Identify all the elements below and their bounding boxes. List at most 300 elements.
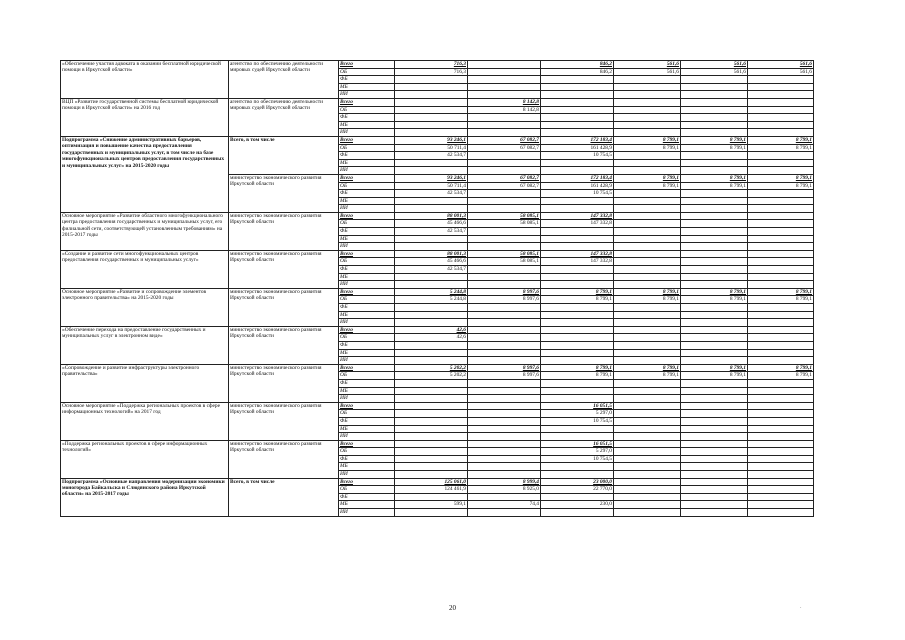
amount-cell: 67 082,7 bbox=[468, 174, 541, 182]
amount-cell bbox=[541, 425, 614, 433]
amount-cell bbox=[614, 357, 681, 365]
funding-source-cell: Всего bbox=[339, 478, 395, 486]
amount-cell bbox=[541, 387, 614, 395]
amount-cell: 125 061,0 bbox=[395, 478, 468, 486]
amount-cell bbox=[468, 205, 541, 213]
amount-cell bbox=[395, 471, 468, 479]
funding-source-cell: МБ bbox=[339, 159, 395, 167]
amount-cell bbox=[614, 440, 681, 448]
amount-cell bbox=[748, 121, 814, 129]
table-row bbox=[61, 402, 814, 410]
amount-cell bbox=[681, 250, 748, 258]
amount-cell bbox=[614, 159, 681, 167]
funding-source-cell: ИИ bbox=[339, 509, 395, 517]
amount-cell bbox=[395, 159, 468, 167]
amount-cell bbox=[681, 266, 748, 274]
amount-cell bbox=[614, 197, 681, 205]
amount-cell bbox=[541, 334, 614, 342]
amount-cell: 74,4 bbox=[468, 501, 541, 509]
amount-cell bbox=[541, 319, 614, 327]
amount-cell: 599,1 bbox=[395, 501, 468, 509]
amount-cell bbox=[614, 425, 681, 433]
amount-cell bbox=[681, 106, 748, 114]
amount-cell: 10 754,5 bbox=[541, 152, 614, 160]
amount-cell: 147 332,8 bbox=[541, 212, 614, 220]
amount-cell: 23 000,0 bbox=[541, 478, 614, 486]
amount-cell bbox=[541, 205, 614, 213]
executor-cell: министерство экономического развития Иркутской области bbox=[229, 250, 339, 288]
table-row bbox=[61, 212, 814, 220]
amount-cell: 8 799,1 bbox=[748, 136, 814, 144]
amount-cell bbox=[468, 76, 541, 84]
amount-cell: 716,3 bbox=[395, 61, 468, 69]
amount-cell bbox=[468, 83, 541, 91]
amount-cell bbox=[614, 395, 681, 403]
funding-source-cell: ОБ bbox=[339, 334, 395, 342]
amount-cell bbox=[748, 311, 814, 319]
amount-cell bbox=[614, 410, 681, 418]
amount-cell bbox=[468, 68, 541, 76]
amount-cell: 10 754,5 bbox=[541, 455, 614, 463]
amount-cell bbox=[681, 417, 748, 425]
funding-source-cell: ИИ bbox=[339, 281, 395, 289]
program-name-cell: Основное мероприятие «Развитие и сопровождение элементов электронного правительства» на 2015-2020 годы bbox=[61, 288, 229, 326]
amount-cell bbox=[748, 114, 814, 122]
amount-cell bbox=[748, 91, 814, 99]
amount-cell bbox=[395, 509, 468, 517]
amount-cell: 67 082,7 bbox=[468, 182, 541, 190]
amount-cell bbox=[541, 91, 614, 99]
amount-cell bbox=[614, 220, 681, 228]
amount-cell bbox=[468, 402, 541, 410]
amount-cell bbox=[681, 334, 748, 342]
funding-source-cell: ОБ bbox=[339, 144, 395, 152]
amount-cell: 88 001,3 bbox=[395, 212, 468, 220]
amount-cell: 58 085,1 bbox=[468, 220, 541, 228]
amount-cell bbox=[614, 212, 681, 220]
amount-cell bbox=[395, 493, 468, 501]
amount-cell: 561,6 bbox=[748, 61, 814, 69]
funding-source-cell: ОБ bbox=[339, 182, 395, 190]
amount-cell: 8 799,1 bbox=[614, 136, 681, 144]
funding-source-cell: Всего bbox=[339, 212, 395, 220]
amount-cell bbox=[614, 341, 681, 349]
amount-cell bbox=[395, 417, 468, 425]
amount-cell: 8 799,1 bbox=[614, 144, 681, 152]
funding-source-cell: МБ bbox=[339, 387, 395, 395]
amount-cell bbox=[468, 319, 541, 327]
funding-source-cell: Всего bbox=[339, 98, 395, 106]
funding-source-cell: ИИ bbox=[339, 129, 395, 137]
amount-cell bbox=[541, 463, 614, 471]
amount-cell bbox=[541, 243, 614, 251]
amount-cell bbox=[748, 98, 814, 106]
funding-source-cell: ФБ bbox=[339, 190, 395, 198]
amount-cell: 147 332,8 bbox=[541, 220, 614, 228]
amount-cell bbox=[748, 258, 814, 266]
funding-source-cell: ОБ bbox=[339, 372, 395, 380]
amount-cell bbox=[541, 98, 614, 106]
amount-cell: 8 799,1 bbox=[681, 144, 748, 152]
amount-cell bbox=[614, 402, 681, 410]
funding-source-cell: МБ bbox=[339, 273, 395, 281]
amount-cell: 8 799,1 bbox=[614, 182, 681, 190]
corner-mark: . bbox=[800, 604, 802, 610]
amount-cell bbox=[748, 228, 814, 236]
amount-cell bbox=[681, 197, 748, 205]
amount-cell bbox=[748, 410, 814, 418]
amount-cell bbox=[468, 463, 541, 471]
amount-cell bbox=[468, 425, 541, 433]
funding-source-cell: ИИ bbox=[339, 395, 395, 403]
amount-cell bbox=[681, 243, 748, 251]
amount-cell bbox=[395, 281, 468, 289]
amount-cell: 561,6 bbox=[614, 68, 681, 76]
amount-cell bbox=[614, 455, 681, 463]
amount-cell bbox=[468, 326, 541, 334]
amount-cell: 5 297,0 bbox=[541, 448, 614, 456]
amount-cell bbox=[681, 121, 748, 129]
funding-source-cell: Всего bbox=[339, 440, 395, 448]
amount-cell: 561,6 bbox=[748, 68, 814, 76]
table-row bbox=[61, 440, 814, 448]
amount-cell bbox=[748, 493, 814, 501]
amount-cell bbox=[395, 425, 468, 433]
amount-cell bbox=[468, 379, 541, 387]
amount-cell bbox=[748, 235, 814, 243]
amount-cell bbox=[541, 167, 614, 175]
amount-cell bbox=[681, 326, 748, 334]
amount-cell bbox=[395, 463, 468, 471]
amount-cell bbox=[748, 304, 814, 312]
amount-cell bbox=[681, 152, 748, 160]
amount-cell bbox=[748, 478, 814, 486]
amount-cell bbox=[541, 266, 614, 274]
program-name-cell: ВЦП «Развитие государственной системы бесплатной юридической помощи в Иркутской области» на 2016 год bbox=[61, 98, 229, 136]
amount-cell bbox=[468, 509, 541, 517]
amount-cell: 22 770,0 bbox=[541, 486, 614, 494]
amount-cell: 93 246,1 bbox=[395, 136, 468, 144]
amount-cell: 42,6 bbox=[395, 334, 468, 342]
amount-cell bbox=[748, 402, 814, 410]
amount-cell bbox=[681, 319, 748, 327]
funding-source-cell: МБ bbox=[339, 463, 395, 471]
amount-cell bbox=[681, 410, 748, 418]
amount-cell bbox=[614, 433, 681, 441]
amount-cell bbox=[614, 304, 681, 312]
amount-cell bbox=[681, 425, 748, 433]
amount-cell bbox=[395, 243, 468, 251]
amount-cell: 5 244,8 bbox=[395, 288, 468, 296]
amount-cell bbox=[681, 448, 748, 456]
amount-cell: 8 799,1 bbox=[681, 296, 748, 304]
amount-cell: 42 534,7 bbox=[395, 152, 468, 160]
amount-cell bbox=[395, 319, 468, 327]
amount-cell bbox=[748, 129, 814, 137]
amount-cell bbox=[614, 121, 681, 129]
amount-cell: 161 428,9 bbox=[541, 144, 614, 152]
program-name-cell: Подпрограмма «Снижение административных барьеров, оптимизация и повышение качества предоставления государственных и муниципальных услуг, в том числе на базе многофункциональных центров предоставления государственных и муниципальных услуг» на 2015-2020 годы bbox=[61, 136, 229, 212]
amount-cell bbox=[614, 281, 681, 289]
amount-cell: 561,6 bbox=[681, 68, 748, 76]
amount-cell bbox=[468, 281, 541, 289]
funding-source-cell: ОБ bbox=[339, 410, 395, 418]
amount-cell bbox=[468, 61, 541, 69]
amount-cell bbox=[468, 228, 541, 236]
amount-cell bbox=[681, 98, 748, 106]
amount-cell bbox=[468, 197, 541, 205]
funding-source-cell: ОБ bbox=[339, 296, 395, 304]
funding-source-cell: ОБ bbox=[339, 448, 395, 456]
amount-cell bbox=[614, 471, 681, 479]
amount-cell bbox=[681, 433, 748, 441]
amount-cell bbox=[468, 273, 541, 281]
amount-cell bbox=[395, 379, 468, 387]
amount-cell bbox=[748, 334, 814, 342]
amount-cell bbox=[614, 114, 681, 122]
amount-cell bbox=[468, 455, 541, 463]
amount-cell bbox=[681, 83, 748, 91]
executor-cell: министерство экономического развития Иркутской области bbox=[229, 364, 339, 402]
funding-source-cell: Всего bbox=[339, 250, 395, 258]
amount-cell: 8 799,1 bbox=[681, 364, 748, 372]
amount-cell: 8 997,6 bbox=[468, 288, 541, 296]
amount-cell bbox=[748, 273, 814, 281]
amount-cell bbox=[541, 349, 614, 357]
amount-cell bbox=[395, 205, 468, 213]
amount-cell bbox=[395, 273, 468, 281]
funding-source-cell: ИИ bbox=[339, 357, 395, 365]
amount-cell: 172 183,4 bbox=[541, 174, 614, 182]
funding-source-cell: ОБ bbox=[339, 258, 395, 266]
funding-source-cell: МБ bbox=[339, 311, 395, 319]
amount-cell bbox=[681, 205, 748, 213]
amount-cell bbox=[748, 167, 814, 175]
amount-cell bbox=[748, 341, 814, 349]
program-name-cell: Основное мероприятие «Поддержка региональных проектов в сфере информационных технологий» на 2017 год bbox=[61, 402, 229, 440]
amount-cell bbox=[614, 448, 681, 456]
amount-cell bbox=[395, 433, 468, 441]
amount-cell bbox=[541, 121, 614, 129]
funding-source-cell: ИИ bbox=[339, 167, 395, 175]
amount-cell bbox=[395, 83, 468, 91]
amount-cell bbox=[541, 341, 614, 349]
amount-cell bbox=[468, 433, 541, 441]
amount-cell bbox=[614, 509, 681, 517]
program-name-cell: «Сопровождение и развитие инфраструктуры электронного правительства» bbox=[61, 364, 229, 402]
funding-source-cell: ИИ bbox=[339, 471, 395, 479]
amount-cell bbox=[748, 486, 814, 494]
amount-cell bbox=[614, 129, 681, 137]
amount-cell bbox=[468, 121, 541, 129]
amount-cell bbox=[541, 509, 614, 517]
amount-cell: 8 799,1 bbox=[541, 364, 614, 372]
funding-source-cell: ИИ bbox=[339, 91, 395, 99]
amount-cell: 42 534,7 bbox=[395, 190, 468, 198]
amount-cell bbox=[681, 486, 748, 494]
amount-cell bbox=[541, 493, 614, 501]
amount-cell bbox=[748, 250, 814, 258]
amount-cell: 10 754,5 bbox=[541, 190, 614, 198]
amount-cell bbox=[468, 114, 541, 122]
amount-cell bbox=[541, 76, 614, 84]
amount-cell: 8 799,1 bbox=[681, 288, 748, 296]
amount-cell bbox=[614, 258, 681, 266]
amount-cell: 8 799,1 bbox=[681, 372, 748, 380]
amount-cell bbox=[614, 493, 681, 501]
amount-cell bbox=[395, 304, 468, 312]
amount-cell: 58 085,1 bbox=[468, 250, 541, 258]
amount-cell bbox=[395, 402, 468, 410]
table-row bbox=[61, 326, 814, 334]
amount-cell: 8 799,1 bbox=[681, 174, 748, 182]
amount-cell bbox=[748, 395, 814, 403]
amount-cell: 5 202,2 bbox=[395, 364, 468, 372]
table-row bbox=[61, 136, 814, 144]
amount-cell bbox=[748, 349, 814, 357]
amount-cell: 45 466,6 bbox=[395, 258, 468, 266]
funding-source-cell: ИИ bbox=[339, 319, 395, 327]
amount-cell bbox=[541, 379, 614, 387]
amount-cell: 5 202,2 bbox=[395, 372, 468, 380]
amount-cell bbox=[614, 478, 681, 486]
amount-cell: 8 799,1 bbox=[748, 372, 814, 380]
amount-cell bbox=[468, 243, 541, 251]
program-name-cell: Подпрограмма «Основные направления модернизации экономики моногорода Байкальска и Слюдянского района Иркутской области» на 2015-2017 годы bbox=[61, 478, 229, 516]
amount-cell: 88 001,3 bbox=[395, 250, 468, 258]
executor-cell: министерство экономического развития Иркутской области bbox=[229, 402, 339, 440]
amount-cell bbox=[748, 501, 814, 509]
amount-cell bbox=[468, 387, 541, 395]
amount-cell: 8 925,0 bbox=[468, 486, 541, 494]
amount-cell bbox=[748, 205, 814, 213]
funding-source-cell: Всего bbox=[339, 402, 395, 410]
amount-cell bbox=[681, 478, 748, 486]
amount-cell bbox=[541, 235, 614, 243]
amount-cell bbox=[681, 114, 748, 122]
amount-cell bbox=[748, 471, 814, 479]
amount-cell bbox=[541, 197, 614, 205]
amount-cell bbox=[541, 311, 614, 319]
amount-cell bbox=[541, 129, 614, 137]
amount-cell bbox=[468, 235, 541, 243]
amount-cell bbox=[681, 228, 748, 236]
program-name-cell: «Обеспечение перехода на предоставление государственных и муниципальных услуг в электронном виде» bbox=[61, 326, 229, 364]
amount-cell: 147 332,8 bbox=[541, 250, 614, 258]
amount-cell bbox=[681, 258, 748, 266]
amount-cell bbox=[395, 357, 468, 365]
amount-cell: 67 082,7 bbox=[468, 136, 541, 144]
amount-cell bbox=[681, 349, 748, 357]
amount-cell bbox=[748, 387, 814, 395]
amount-cell bbox=[681, 76, 748, 84]
amount-cell bbox=[468, 129, 541, 137]
amount-cell: 8 799,1 bbox=[748, 174, 814, 182]
amount-cell bbox=[468, 349, 541, 357]
amount-cell: 58 085,1 bbox=[468, 212, 541, 220]
amount-cell bbox=[748, 243, 814, 251]
amount-cell bbox=[681, 129, 748, 137]
amount-cell bbox=[395, 98, 468, 106]
funding-source-cell: ФБ bbox=[339, 304, 395, 312]
amount-cell bbox=[541, 357, 614, 365]
table-row bbox=[61, 61, 814, 69]
amount-cell: 5 244,8 bbox=[395, 296, 468, 304]
program-name-cell: Основное мероприятие «Развитие областного многофункционального центра предоставления государственных и муниципальных услуг, его филиальной сети, соответствующей установленным требованиям» на 2015-2017 годы bbox=[61, 212, 229, 250]
amount-cell: 8 799,1 bbox=[681, 182, 748, 190]
amount-cell bbox=[748, 152, 814, 160]
amount-cell bbox=[395, 341, 468, 349]
amount-cell: 8 142,8 bbox=[468, 98, 541, 106]
amount-cell bbox=[614, 83, 681, 91]
amount-cell bbox=[748, 159, 814, 167]
amount-cell bbox=[748, 433, 814, 441]
amount-cell bbox=[681, 304, 748, 312]
funding-source-cell: ФБ bbox=[339, 379, 395, 387]
amount-cell bbox=[614, 266, 681, 274]
amount-cell: 8 799,1 bbox=[748, 364, 814, 372]
program-name-cell: «Поддержка региональных проектов в сфере информационных технологий» bbox=[61, 440, 229, 478]
amount-cell bbox=[541, 159, 614, 167]
funding-source-cell: ФБ bbox=[339, 341, 395, 349]
amount-cell bbox=[748, 212, 814, 220]
amount-cell bbox=[748, 417, 814, 425]
amount-cell bbox=[748, 326, 814, 334]
amount-cell bbox=[748, 425, 814, 433]
funding-source-cell: ФБ bbox=[339, 266, 395, 274]
executor-cell: министерство экономического развития Иркутской области bbox=[229, 288, 339, 326]
funding-source-cell: Всего bbox=[339, 136, 395, 144]
amount-cell bbox=[681, 190, 748, 198]
funding-source-cell: Всего bbox=[339, 61, 395, 69]
amount-cell bbox=[541, 228, 614, 236]
amount-cell bbox=[395, 387, 468, 395]
amount-cell bbox=[681, 281, 748, 289]
amount-cell bbox=[681, 159, 748, 167]
amount-cell: 8 799,1 bbox=[748, 288, 814, 296]
amount-cell bbox=[748, 463, 814, 471]
amount-cell bbox=[748, 83, 814, 91]
amount-cell: 50 711,4 bbox=[395, 144, 468, 152]
budget-table-page bbox=[60, 60, 813, 517]
funding-source-cell: ИИ bbox=[339, 433, 395, 441]
amount-cell bbox=[681, 493, 748, 501]
amount-cell bbox=[468, 266, 541, 274]
amount-cell: 8 799,1 bbox=[614, 372, 681, 380]
executor-cell: Всего, в том числе bbox=[229, 478, 339, 516]
amount-cell bbox=[748, 106, 814, 114]
executor-cell: агентство по обеспечению деятельности мировых судей Иркутской области bbox=[229, 98, 339, 136]
amount-cell: 16 051,5 bbox=[541, 440, 614, 448]
amount-cell bbox=[614, 205, 681, 213]
amount-cell bbox=[395, 167, 468, 175]
amount-cell bbox=[541, 433, 614, 441]
amount-cell bbox=[468, 395, 541, 403]
table-row bbox=[61, 364, 814, 372]
amount-cell bbox=[468, 167, 541, 175]
amount-cell bbox=[395, 114, 468, 122]
amount-cell: 16 051,5 bbox=[541, 402, 614, 410]
program-name-cell: «Создание и развитие сети многофункциональных центров предоставления государственных и муниципальных услуг» bbox=[61, 250, 229, 288]
amount-cell bbox=[681, 212, 748, 220]
amount-cell bbox=[395, 440, 468, 448]
amount-cell: 8 799,1 bbox=[614, 364, 681, 372]
amount-cell bbox=[468, 334, 541, 342]
amount-cell bbox=[614, 152, 681, 160]
amount-cell bbox=[681, 220, 748, 228]
funding-source-cell: ФБ bbox=[339, 493, 395, 501]
amount-cell bbox=[614, 106, 681, 114]
